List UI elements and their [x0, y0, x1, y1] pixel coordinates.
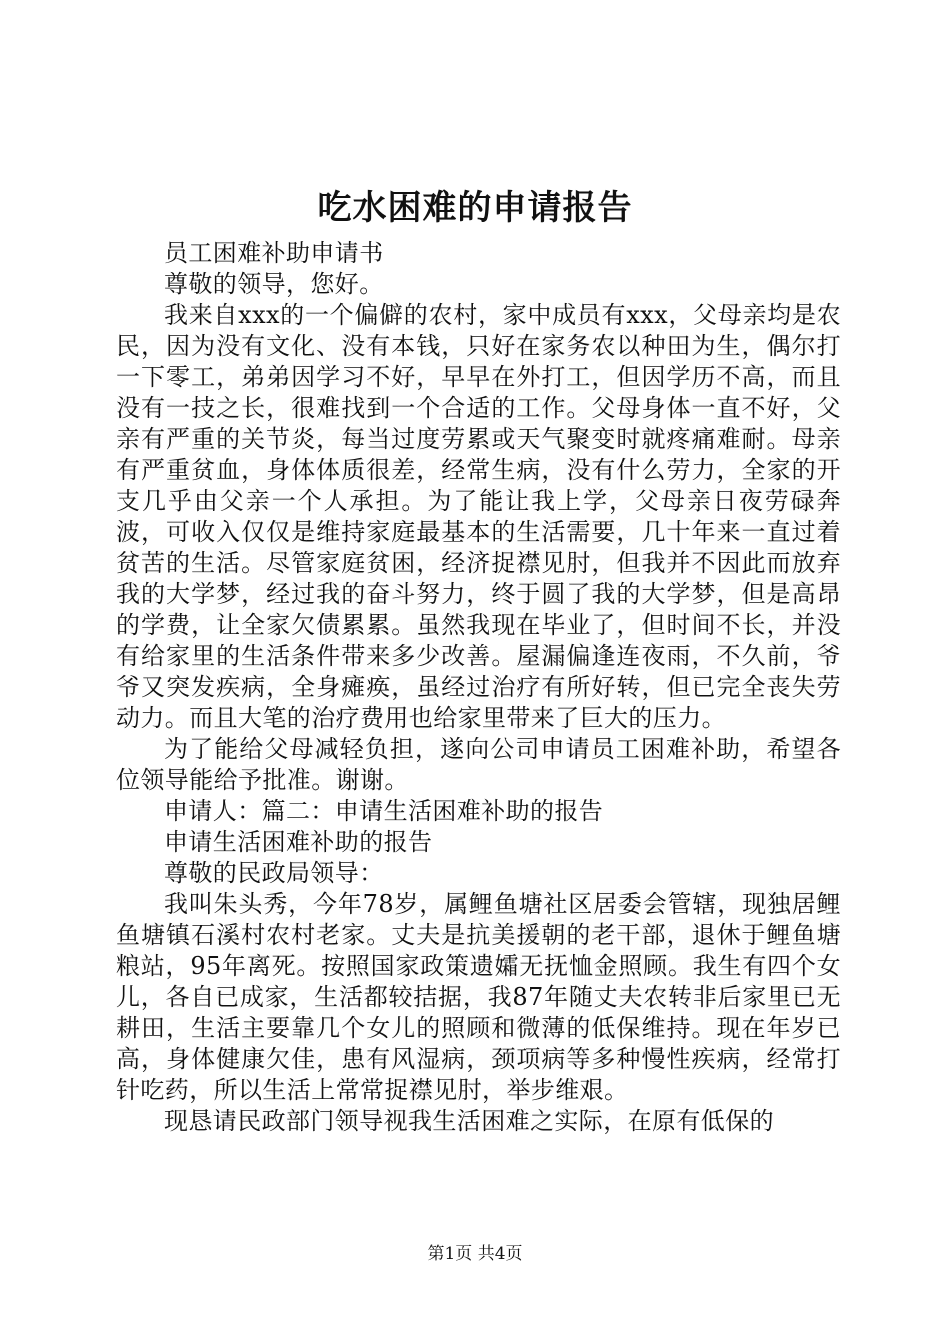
paragraph-salutation-1: 尊敬的领导，您好。	[164, 270, 384, 298]
paragraph-request-2: 现恳请民政部门领导视我生活困难之实际，在原有低保的	[164, 1107, 774, 1135]
document-title: 吃水困难的申请报告	[317, 188, 633, 228]
paragraph-request-1: 为了能给父母减轻负担，遂向公司申请员工困难补助，希望各位领导能给予批准。谢谢。	[116, 735, 841, 794]
document-body	[116, 238, 841, 1137]
paragraph-body-1: 我来自xxx的一个偏僻的农村，家中成员有xxx，父母亲均是农民，因为没有文化、没有本钱，只好在家务农以种田为生，偶尔打一下零工，弟弟因学习不好，早早在外打工，但因学历不高，而且没有一技之长，很难找到一个合适的工作。父母身体一直不好，父亲有严重的关节炎，每当过度劳累或天气聚变时就疼痛难耐。母亲有严重贫血，身体体质很差，经常生病，没有什么劳力，全家的开支几乎由父亲一个人承担。为了能让我上学，父母亲日夜劳碌奔波，可收入仅仅是维持家庭最基本的生活需要，几十年来一直过着贫苦的生活。尽管家庭贫困，经济捉襟见肘，但我并不因此而放弃我的大学梦，经过我的奋斗努力，终于圆了我的大学梦，但是高昂的学费，让全家欠债累累。虽然我现在毕业了，但时间不长，并没有给家里的生活条件带来多少改善。屋漏偏逢连夜雨，不久前，爷爷又突发疾病，全身瘫痪，虽经过治疗有所好转，但已完全丧失劳动力。而且大笔的治疗费用也给家里带来了巨大的压力。	[116, 301, 841, 732]
paragraph-applicant: 申请人：篇二：申请生活困难补助的报告	[164, 797, 604, 825]
page-footer: 第1页 共4页	[427, 1244, 523, 1264]
paragraph-heading-2: 申请生活困难补助的报告	[164, 828, 433, 856]
paragraph-salutation-2: 尊敬的民政局领导：	[164, 859, 384, 887]
paragraph-body-2: 我叫朱头秀，今年78岁，属鲤鱼塘社区居委会管辖，现独居鲤鱼塘镇石溪村农村老家。丈夫是抗美援朝的老干部，退休于鲤鱼塘粮站，95年离死。按照国家政策遗孀无抚恤金照顾。我生有四个女儿，各自已成家，生活都较拮据，我87年随丈夫农转非后家里已无耕田，生活主要靠几个女儿的照顾和微薄的低保维持。现在年岁已高，身体健康欠佳，患有风湿病，颈项病等多种慢性疾病，经常打针吃药，所以生活上常常捉襟见肘，举步维艰。	[116, 890, 841, 1104]
paragraph-heading-1: 员工困难补助申请书	[164, 239, 384, 267]
